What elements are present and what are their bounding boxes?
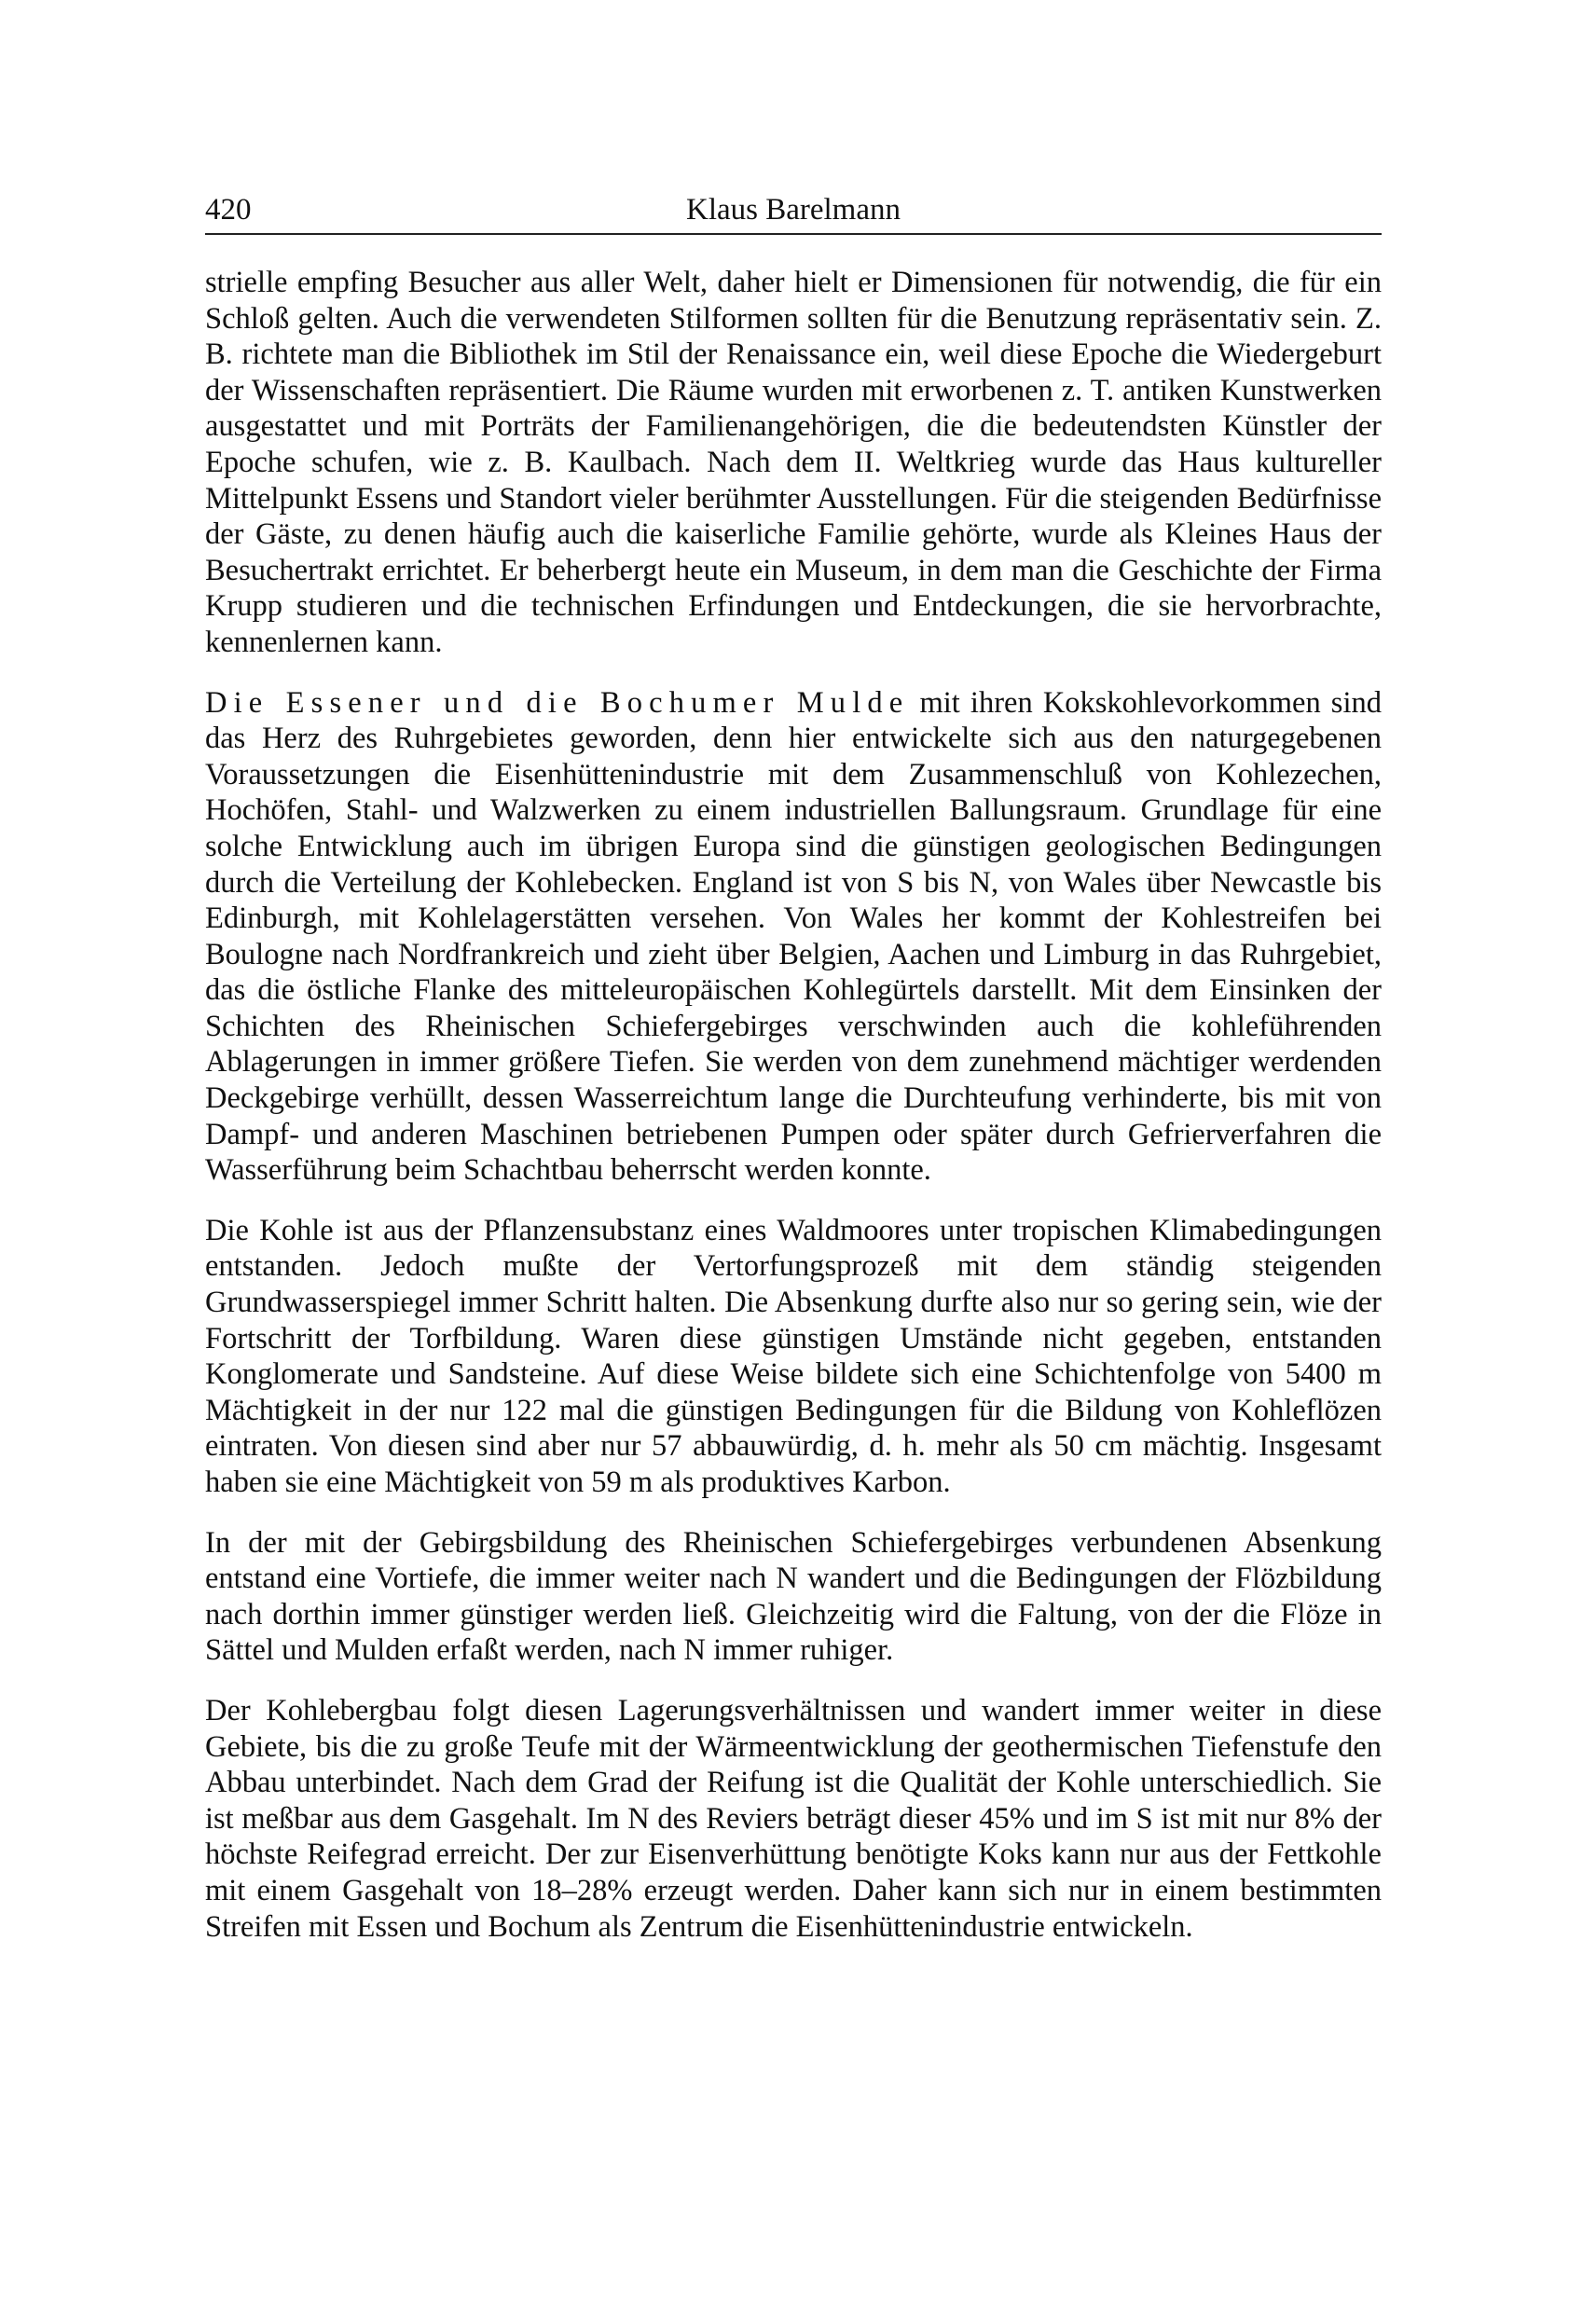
- paragraph-2-text: mit ihren Kokskohlevorkommen sind das Herz des Ruhrgebietes geworden, denn hier entwickelte sich aus den naturgegebenen Voraussetzungen die Eisenhüttenindustrie mit dem Zusammenschluß von Kohlezechen, Hochöfen, Stahl- und Walzwerken zu einem industriellen Ballungsraum. Grundlage für eine solche Entwicklung auch im übrigen Europa sind die günstigen geologischen Bedingungen durch die Verteilung der Kohlebecken. England ist von S bis N, von Wales über Newcastle bis Edinburgh, mit Kohlelagerstätten versehen. Von Wales her kommt der Kohlestreifen bei Boulogne nach Nordfrankreich und zieht über Belgien, Aachen und Limburg in das Ruhrgebiet, das die östliche Flanke des mitteleuropäischen Kohlegürtels darstellt. Mit dem Einsinken der Schichten des Rheinischen Schiefergebirges verschwinden auch die kohleführenden Ablagerungen in immer größere Tiefen. Sie werden von dem zunehmend mächtiger werdenden Deckgebirge verhüllt, dessen Wasserreichtum lange die Durchteufung verhinderte, bis mit von Dampf- und anderen Maschinen betriebenen Pumpen oder später durch Gefrierverfahren die Wasserführung beim Schachtbau beherrscht werden konnte.: [205, 685, 1382, 1188]
- book-page: [205, 186, 1382, 1969]
- running-header: [205, 186, 1382, 235]
- paragraph-5-text: Der Kohlebergbau folgt diesen Lagerungsverhältnissen und wandert immer weiter in diese Gebiete, bis die zu große Teufe mit der Wärmeentwicklung der geothermischen Tiefenstufe den Abbau unterbindet. Nach dem Grad der Reifung ist die Qualität der Kohle unterschiedlich. Sie ist meßbar aus dem Gasgehalt. Im N des Reviers beträgt dieser 45% und im S ist mit nur 8% der höchste Reifegrad erreicht. Der zur Eisenverhüttung benötigte Koks kann nur aus der Fettkohle mit einem Gasgehalt von 18–28% erzeugt werden. Daher kann sich nur in einem bestimmten Streifen mit Essen und Bochum als Zentrum die Eisenhüttenindustrie entwickeln.: [205, 1693, 1382, 1944]
- paragraph-3: [205, 1213, 1382, 1501]
- running-head-author: Klaus Barelmann: [685, 193, 901, 227]
- paragraph-1-text: strielle empfing Besucher aus aller Welt, daher hielt er Dimensionen für notwendig, die für ein Schloß gelten. Auch die verwendeten Stilformen sollten für die Benutzung repräsentativ sein. Z. B. richtete man die Bibliothek im Stil der Renaissance ein, weil diese Epoche die Wiedergeburt der Wissenschaften repräsentiert. Die Räume wurden mit erworbenen z. T. antiken Kunstwerken ausgestattet und mit Porträts der Familienangehörigen, die die bedeutendsten Künstler der Epoche schufen, wie z. B. Kaulbach. Nach dem II. Weltkrieg wurde das Haus kultureller Mittelpunkt Essens und Standort vieler berühmter Ausstellungen. Für die steigenden Bedürfnisse der Gäste, zu denen häufig auch die kaiserliche Familie gehörte, wurde als Kleines Haus der Besuchertrakt errichtet. Er beherbergt heute ein Museum, in dem man die Geschichte der Firma Krupp studieren und die technischen Erfindungen und Entdeckungen, die sie hervorbrachte, kennenlernen kann.: [205, 266, 1382, 659]
- paragraph-5: [205, 1693, 1382, 1945]
- paragraph-4: [205, 1525, 1382, 1669]
- page-number: 420: [205, 193, 252, 227]
- body-text: [205, 265, 1382, 1945]
- paragraph-3-text: Die Kohle ist aus der Pflanzensubstanz eines Waldmoores unter tropischen Klimabedingungen entstanden. Jedoch mußte der Vertorfungsprozeß mit dem ständig steigenden Grundwasserspiegel immer Schritt halten. Die Absenkung durfte also nur so gering sein, wie der Fortschritt der Torfbildung. Waren diese günstigen Umstände nicht gegeben, entstanden Konglomerate und Sandsteine. Auf diese Weise bildete sich eine Schichtenfolge von 5400 m Mächtigkeit in der nur 122 mal die günstigen Bedingungen für die Bildung von Kohleflözen eintraten. Von diesen sind aber nur 57 abbauwürdig, d. h. mehr als 50 cm mächtig. Insgesamt haben sie eine Mächtigkeit von 59 m als produktives Karbon.: [205, 1213, 1382, 1499]
- paragraph-4-text: In der mit der Gebirgsbildung des Rheinischen Schiefergebirges verbundenen Absenkung entstand eine Vortiefe, die immer weiter nach N wandert und die Bedingungen der Flözbildung nach dorthin immer günstiger werden ließ. Gleichzeitig wird die Faltung, von der die Flöze in Sättel und Mulden erfaßt werden, nach N immer ruhiger.: [205, 1525, 1382, 1668]
- paragraph-2: [205, 685, 1382, 1189]
- paragraph-1: [205, 265, 1382, 661]
- paragraph-2-lead-spaced: Die Essener und die Bochumer Mulde: [205, 685, 910, 720]
